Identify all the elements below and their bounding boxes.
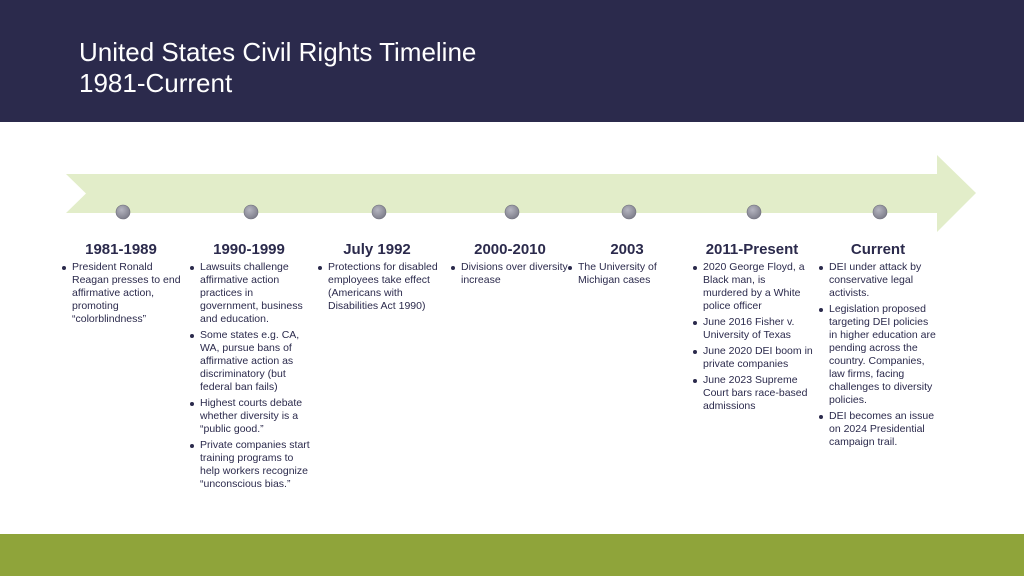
milestone-list bbox=[566, 261, 688, 287]
list-item: Private companies start training programs to help workers recognize “unconscious bias.” bbox=[188, 439, 310, 491]
list-item: Highest courts debate whether diversity is a “public good.” bbox=[188, 397, 310, 436]
milestone-2011-present bbox=[691, 240, 813, 416]
milestone-list bbox=[188, 261, 310, 491]
footer-band bbox=[0, 534, 1024, 576]
milestone-label: 2003 bbox=[610, 241, 644, 258]
list-item: 2020 George Floyd, a Black man, is murdered by a White police officer bbox=[691, 261, 813, 313]
milestone-list bbox=[817, 261, 939, 449]
list-item: DEI becomes an issue on 2024 Presidential campaign trail. bbox=[817, 410, 939, 449]
list-item: June 2023 Supreme Court bars race-based admissions bbox=[691, 374, 813, 413]
milestone-2000-2010 bbox=[449, 240, 571, 290]
milestone-list bbox=[691, 261, 813, 413]
timeline-dot-5 bbox=[622, 205, 636, 219]
milestone-label: 2000-2010 bbox=[474, 241, 546, 258]
milestone-list bbox=[316, 261, 438, 313]
milestone-july-1992 bbox=[316, 240, 438, 316]
list-item: Lawsuits challenge affirmative action practices in government, business and education. bbox=[188, 261, 310, 326]
timeline-dot-7 bbox=[873, 205, 887, 219]
list-item: The University of Michigan cases bbox=[566, 261, 688, 287]
timeline-dot-1 bbox=[116, 205, 130, 219]
milestone-label: Current bbox=[850, 241, 906, 258]
milestone-list bbox=[60, 261, 182, 326]
timeline-dot-6 bbox=[747, 205, 761, 219]
milestone-label: 1981-1989 bbox=[85, 241, 157, 258]
milestone-label: 1990-1999 bbox=[213, 241, 285, 258]
list-item: June 2020 DEI boom in private companies bbox=[691, 345, 813, 371]
list-item: Divisions over diversity increase bbox=[449, 261, 571, 287]
list-item: Protections for disabled employees take effect (Americans with Disabilities Act 1990) bbox=[316, 261, 438, 313]
milestone-2003 bbox=[566, 240, 688, 290]
milestone-label: 2011-Present bbox=[705, 241, 799, 258]
timeline-dot-2 bbox=[244, 205, 258, 219]
milestone-label: July 1992 bbox=[343, 241, 411, 258]
list-item: DEI under attack by conservative legal activists. bbox=[817, 261, 939, 300]
milestone-1981-1989 bbox=[60, 240, 182, 329]
list-item: President Ronald Reagan presses to end affirmative action, promoting “colorblindness” bbox=[60, 261, 182, 326]
list-item: Some states e.g. CA, WA, pursue bans of affirmative action as discriminatory (but federal ban fails) bbox=[188, 329, 310, 394]
milestone-list bbox=[449, 261, 571, 287]
title-line-1: United States Civil Rights Timeline bbox=[79, 37, 477, 67]
milestone-1990-1999 bbox=[188, 240, 310, 494]
timeline-arrow bbox=[66, 155, 976, 232]
title-line-2: 1981-Current bbox=[79, 68, 233, 98]
timeline-dot-3 bbox=[372, 205, 386, 219]
list-item: Legislation proposed targeting DEI policies in higher education are pending across the country. Companies, law firms, facing challenges to diversity policies. bbox=[817, 303, 939, 407]
timeline-dot-4 bbox=[505, 205, 519, 219]
milestone-current bbox=[817, 240, 939, 452]
list-item: June 2016 Fisher v. University of Texas bbox=[691, 316, 813, 342]
